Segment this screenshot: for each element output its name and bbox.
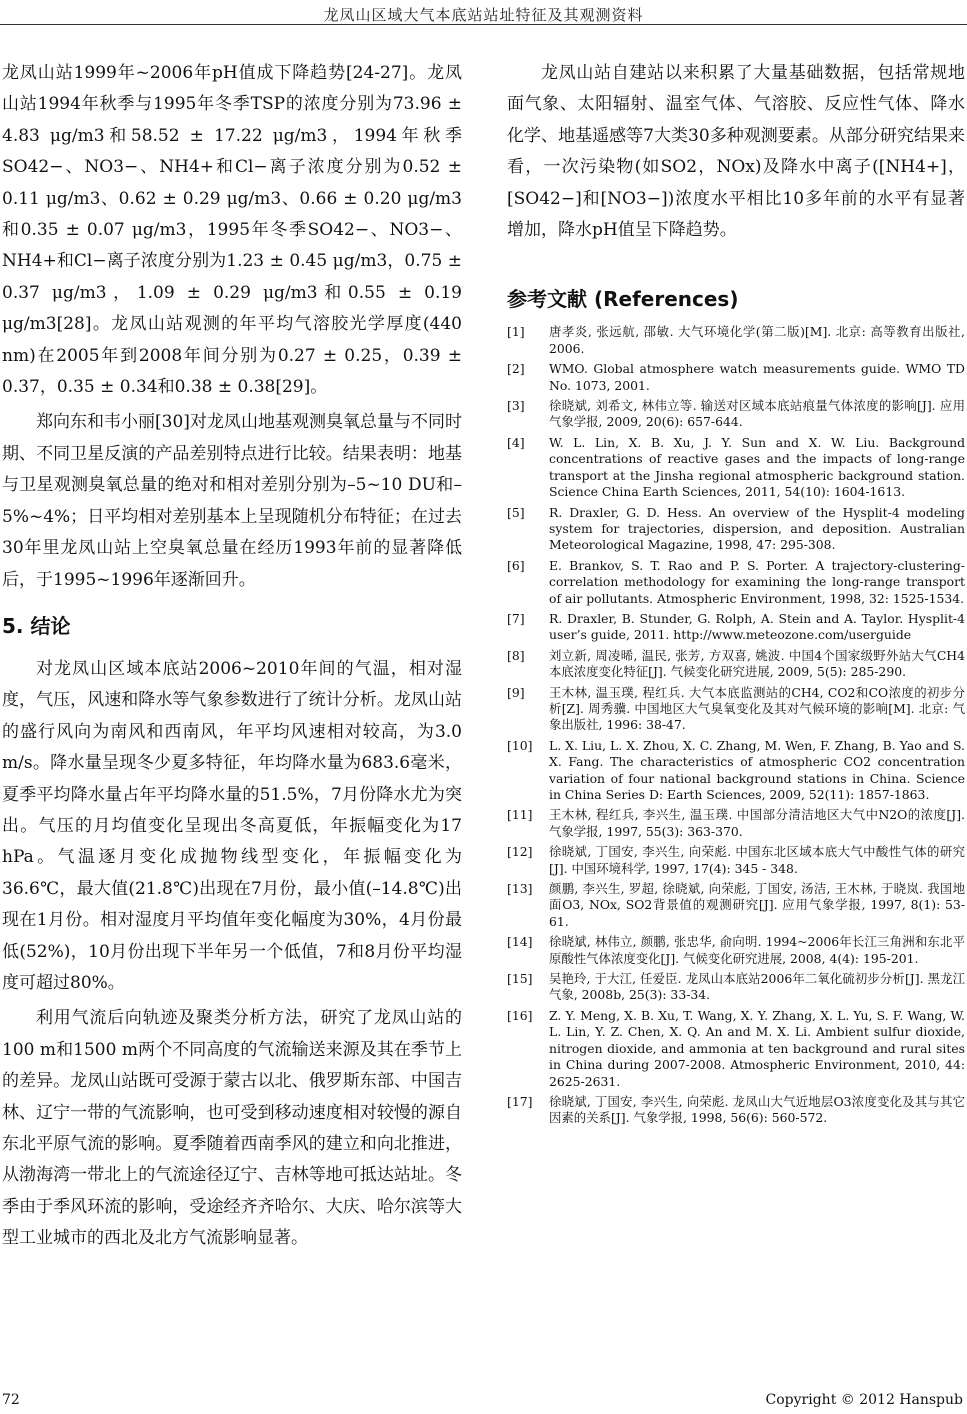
reference-item — [507, 738, 965, 804]
reference-number: [2] — [507, 361, 525, 377]
references-title: 参考文献 (References) — [507, 287, 739, 312]
reference-number: [1] — [507, 324, 525, 340]
reference-text: 唐孝炎, 张远航, 邵敏. 大气环境化学(第二版)[M]. 北京: 高等教育出版社, 2006. — [549, 324, 965, 356]
reference-item — [507, 361, 965, 394]
reference-item — [507, 934, 965, 967]
reference-text: 徐晓斌, 丁国安, 李兴生, 向荣彪. 中国东北区域本底大气中酸性气体的研究[J]. 中国环境科学, 1997, 17(4): 345 - 348. — [549, 844, 965, 876]
reference-text: 颜鹏, 李兴生, 罗超, 徐晓斌, 向荣彪, 丁国安, 汤洁, 王木林, 于晓岚. 我国地面O3, NOx, SO2背景值的观测研究[J]. 应用气象学报, 1997, 8(1): 53-61. — [549, 881, 965, 929]
reference-number: [3] — [507, 398, 525, 414]
paragraph-conclusion-meteorology: 对龙凤山区域本底站2006~2010年间的气温，相对湿度，气压，风速和降水等气象参数进行了统计分析。龙凤山站的盛行风向为南风和西南风，年平均风速相对较高，为3.0 m/s。降水量呈现冬少夏多特征，年均降水量为683.6毫米，夏季平均降水量占年平均降水量的51.5%，7月份降水尤为突出。气压的月均值变化呈现出冬高夏低，年振幅变化为17 hPa。气温逐月变化成抛物线型变化，年振幅变化为36.6℃，最大值(21.8℃)出现在7月份，最小值(–14.8℃)出现在1月份。相对湿度月平均值年变化幅度为30%，4月份最低(52%)，10月份出现下半年另一个低值，7和8月份平均湿度可超过80%。 — [2, 658, 462, 993]
reference-number: [7] — [507, 610, 525, 626]
paragraph-observation-data: 龙凤山站自建站以来积累了大量基础数据，包括常规地面气象、太阳辐射、温室气体、气溶胶、反应性气体、降水化学、地基遥感等7大类30多种观测要素。从部分研究结果来看，一次污染物(如SO2，NOx)及降水中离子([NH4+]，[SO42−]和[NO3−])浓度水平相比10多年前的水平有显著增加，降水pH值呈下降趋势。 — [507, 63, 965, 241]
reference-number: [16] — [507, 1007, 533, 1023]
reference-text: 刘立新, 周凌晞, 温民, 张芳, 方双喜, 姚波. 中国4个国家级野外站大气CH4本底浓度变化特征[J]. 气候变化研究进展, 2009, 5(5): 285-290. — [549, 647, 965, 680]
paragraph-conclusion-trajectory: 利用气流后向轨迹及聚类分析方法，研究了龙凤山站的100 m和1500 m两个不同高度的气流输送来源及其在季节上的差异。龙凤山站既可受源于蒙古以北、俄罗斯东部、中国吉林、辽宁一带的气流影响，也可受到移动速度相对较慢的源自东北平原气流的影响。夏季随着西南季风的建立和向北推进，从渤海湾一带北上的气流途径辽宁、吉林等地可抵达站址。冬季由于季风环流的影响，受途经齐齐哈尔、大庆、哈尔滨等大型工业城市的西北及北方气流影响显著。 — [2, 1008, 462, 1249]
reference-item — [507, 648, 965, 681]
reference-item — [507, 881, 965, 930]
reference-number: [4] — [507, 434, 525, 450]
right-column — [507, 58, 965, 1131]
reference-number: [14] — [507, 934, 533, 950]
reference-text: 吴艳玲, 于大江, 任爱臣. 龙凤山本底站2006年二氧化硫初步分析[J]. 黑龙江气象, 2008b, 25(3): 33-34. — [549, 971, 965, 1003]
header-rule — [0, 24, 967, 25]
reference-text: R. Draxler, G. D. Hess. An overview of the Hysplit-4 modeling system for trajectories, dispersion, and deposition. Australian Meteorological Magazine, 1998, 47: 295-308. — [549, 504, 965, 553]
reference-list — [507, 324, 965, 1126]
reference-number: [15] — [507, 971, 533, 987]
paragraph-ph-trend: 龙凤山站1999年~2006年pH值成下降趋势[24-27]。龙凤山站1994年秋季与1995年冬季TSP的浓度分别为73.96 ± 4.83 μg/m3和58.52 ± 17.22 μg/m3，1994年秋季SO42−、NO3−、NH4+和Cl−离子浓度分别为0.52 ± 0.11 μg/m3、0.62 ± 0.29 μg/m3、0.66 ± 0.20 μg/m3和0.35 ± 0.07 μg/m3，1995年冬季SO42−、NO3−、NH4+和Cl−离子浓度分别为1.23 ± 0.45 μg/m3，0.75 ± 0.37 μg/m3，1.09 ± 0.29 μg/m3和0.55 ± 0.19 μg/m3[28]。龙凤山站观测的年平均气溶胶光学厚度(440 nm)在2005年到2008年间分别为0.27 ± 0.25，0.39 ± 0.37，0.35 ± 0.34和0.38 ± 0.38[29]。 — [2, 63, 462, 398]
reference-item — [507, 611, 965, 644]
reference-text: R. Draxler, B. Stunder, G. Rolph, A. Stein and A. Taylor. Hysplit-4 user’s guide, 2011. http://www.meteozone.com/userguide — [549, 610, 965, 643]
reference-text: 徐晓斌, 刘希文, 林伟立等. 输送对区域本底站痕量气体浓度的影响[J]. 应用气象学报, 2009, 20(6): 657-644. — [549, 398, 965, 430]
reference-item — [507, 558, 965, 607]
reference-text: 王木林, 温玉璞, 程红兵. 大气本底监测站的CH4, CO2和CO浓度的初步分析[Z]. 周秀骥. 中国地区大气臭氧变化及其对气候环境的影响[M]. 北京: 气象出版社, 1996: 38-47. — [549, 684, 965, 733]
reference-text: Z. Y. Meng, X. B. Xu, T. Wang, X. Y. Zhang, X. L. Yu, S. F. Wang, W. L. Lin, Y. Z. Chen, X. Q. An and M. X. Li. Ambient sulfur dioxide, nitrogen dioxide, and ammonia at ten background and rural sites in China during 2007-2008. Atmospheric Environment, 2010, 44: 2625-2631. — [549, 1007, 965, 1089]
reference-number: [12] — [507, 844, 533, 860]
left-column — [2, 58, 462, 1259]
reference-item — [507, 685, 965, 734]
reference-item — [507, 1008, 965, 1090]
reference-text: WMO. Global atmosphere watch measurements guide. WMO TD No. 1073, 2001. — [549, 361, 965, 393]
reference-number: [10] — [507, 737, 533, 753]
section-title-conclusion: 5. 结论 — [2, 613, 71, 638]
reference-item — [507, 505, 965, 554]
reference-number: [11] — [507, 807, 533, 823]
running-header: 龙凤山区域大气本底站站址特征及其观测资料 — [323, 6, 644, 24]
reference-text: 王木林, 程红兵, 李兴生, 温玉璞. 中国部分清洁地区大气中N2O的浓度[J]. 气象学报, 1997, 55(3): 363-370. — [549, 807, 965, 839]
reference-item — [507, 807, 965, 840]
reference-number: [9] — [507, 684, 525, 700]
page-number: 72 — [2, 1392, 20, 1408]
reference-text: W. L. Lin, X. B. Xu, J. Y. Sun and X. W. Liu. Background concentrations of reactive gases and the impacts of long-range transport at the Jinsha regional atmospheric background station. Science China Earth Sciences, 2011, 54(10): 1604-1613. — [549, 434, 965, 500]
reference-number: [17] — [507, 1093, 533, 1109]
copyright-notice: Copyright © 2012 Hanspub — [765, 1392, 963, 1408]
reference-number: [13] — [507, 881, 533, 897]
reference-item — [507, 324, 965, 357]
reference-text: L. X. Liu, L. X. Zhou, X. C. Zhang, M. Wen, F. Zhang, B. Yao and S. X. Fang. The characteristics of atmospheric CO2 concentration variation of four national background stations in China. Science in China Series D: Earth Sciences, 2009, 52(11): 1857-1863. — [549, 737, 965, 802]
paragraph-ozone: 郑向东和韦小丽[30]对龙凤山地基观测臭氧总量与不同时期、不同卫星反演的产品差别特点进行比较。结果表明：地基与卫星观测臭氧总量的绝对和相对差别分别为–5~10 DU和–5%~4%；日平均相对差别基本上呈现随机分布特征；在过去30年里龙凤山站上空臭氧总量在经历1993年前的显著降低后，于1995~1996年逐渐回升。 — [2, 412, 462, 590]
reference-number: [5] — [507, 504, 525, 520]
reference-text: 徐晓斌, 林伟立, 颜鹏, 张忠华, 俞向明. 1994~2006年长江三角洲和东北平原酸性气体浓度变化[J]. 气候变化研究进展, 2008, 4(4): 195-201. — [549, 934, 965, 966]
reference-number: [8] — [507, 647, 525, 663]
reference-item — [507, 844, 965, 877]
reference-item — [507, 398, 965, 431]
reference-item — [507, 435, 965, 501]
reference-item — [507, 1094, 965, 1127]
reference-number: [6] — [507, 557, 525, 573]
reference-text: E. Brankov, S. T. Rao and P. S. Porter. A trajectory-clustering-correlation methodology for examining the long-range transport of air pollutants. Atmospheric Environment, 1998, 32: 1525-1534. — [549, 557, 965, 606]
reference-text: 徐晓斌, 丁国安, 李兴生, 向荣彪. 龙凤山大气近地层O3浓度变化及其与其它因素的关系[J]. 气象学报, 1998, 56(6): 560-572. — [549, 1093, 965, 1126]
reference-item — [507, 971, 965, 1004]
